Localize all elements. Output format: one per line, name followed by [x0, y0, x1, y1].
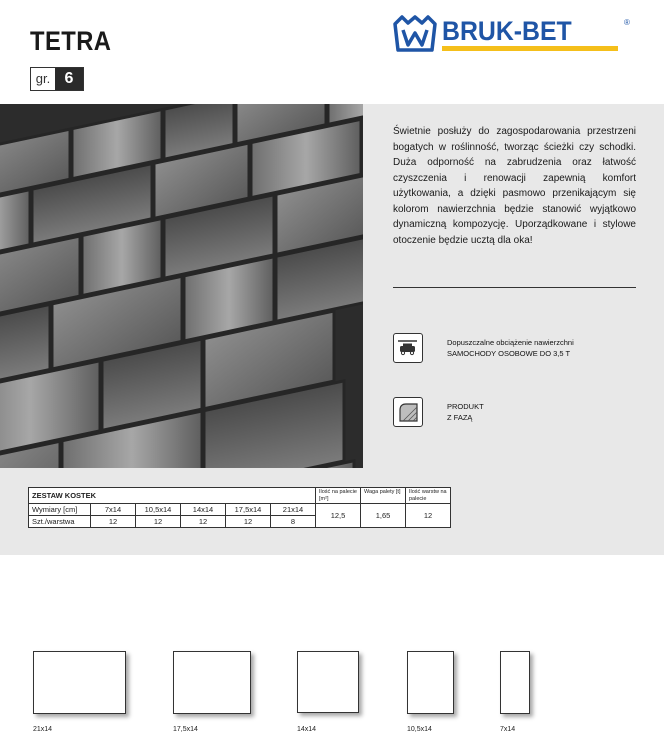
feature-load [393, 333, 574, 363]
block-swatch-label: 7x14 [500, 726, 516, 733]
set-header: ZESTAW KOSTEK [29, 488, 316, 504]
count-cell: 12 [226, 516, 271, 528]
brand-mark-icon [392, 14, 438, 54]
product-description: Świetnie posłuży do zagospodarowania przestrzeni bogatych w roślinność, tworząc ścieżki czy schodki. Duża odporność na zabrudzenia oraz łatwość czyszczenia i renowacji zapewnią komfort użytkowania, a dzięki pasmowo przenikającym się kolorom nawierzchnia będzie stanowić wyjątkowo dynamiczną kompozycję. Uporządkowane i stylowe otoczenie będzie ucztą dla oka! [393, 126, 636, 246]
brand-underline [442, 46, 618, 51]
block-swatch-14x14 [297, 651, 359, 713]
pallet-weight-header: Waga palety [t] [361, 488, 406, 504]
block-swatch-label: 17,5x14 [173, 726, 198, 733]
block-swatch-label: 14x14 [297, 726, 317, 733]
section-divider [393, 287, 636, 288]
count-label: Szt./warstwa [29, 516, 91, 528]
layers-header: Ilość warstw na palecie [406, 488, 451, 504]
feature-chamfer [393, 397, 484, 427]
block-swatch-label: 21x14 [33, 726, 53, 733]
feature-load-line1: Dopuszczalne obciążenie nawierzchni [447, 338, 574, 347]
block-swatch-21x14 [33, 651, 126, 714]
pallet-area-header: Ilość na palecie [m²] [316, 488, 361, 504]
pallet-weight-value: 1,65 [361, 504, 406, 528]
count-cell: 8 [271, 516, 316, 528]
block-swatch-label: 10,5x14 [407, 726, 432, 733]
group-number: 6 [55, 68, 83, 90]
dims-cell: 10,5x14 [136, 504, 181, 516]
feature-chamfer-line2: Z FAZĄ [447, 413, 473, 422]
count-cell: 12 [91, 516, 136, 528]
count-cell: 12 [136, 516, 181, 528]
dims-cell: 14x14 [181, 504, 226, 516]
car-load-icon [393, 333, 423, 363]
feature-chamfer-line1: PRODUKT [447, 402, 484, 411]
block-swatch-7x14 [500, 651, 530, 714]
paving-photo [0, 104, 363, 468]
paving-image [0, 104, 363, 468]
count-cell: 12 [181, 516, 226, 528]
dims-label: Wymiary [cm] [29, 504, 91, 516]
dims-cell: 17,5x14 [226, 504, 271, 516]
dims-cell: 7x14 [91, 504, 136, 516]
feature-load-line2: SAMOCHODY OSOBOWE DO 3,5 T [447, 349, 571, 358]
dims-cell: 21x14 [271, 504, 316, 516]
spec-table [28, 487, 451, 528]
pallet-area-value: 12,5 [316, 504, 361, 528]
brand-name: BRUK-BET [442, 16, 572, 46]
block-swatch-17-5x14 [173, 651, 251, 714]
layers-value: 12 [406, 504, 451, 528]
block-swatch-10-5x14 [407, 651, 454, 714]
group-badge [30, 67, 84, 91]
product-title: TETRA [30, 26, 112, 56]
brand-registered: ® [624, 18, 630, 27]
group-label: gr. [35, 71, 51, 86]
chamfer-icon [393, 397, 423, 427]
